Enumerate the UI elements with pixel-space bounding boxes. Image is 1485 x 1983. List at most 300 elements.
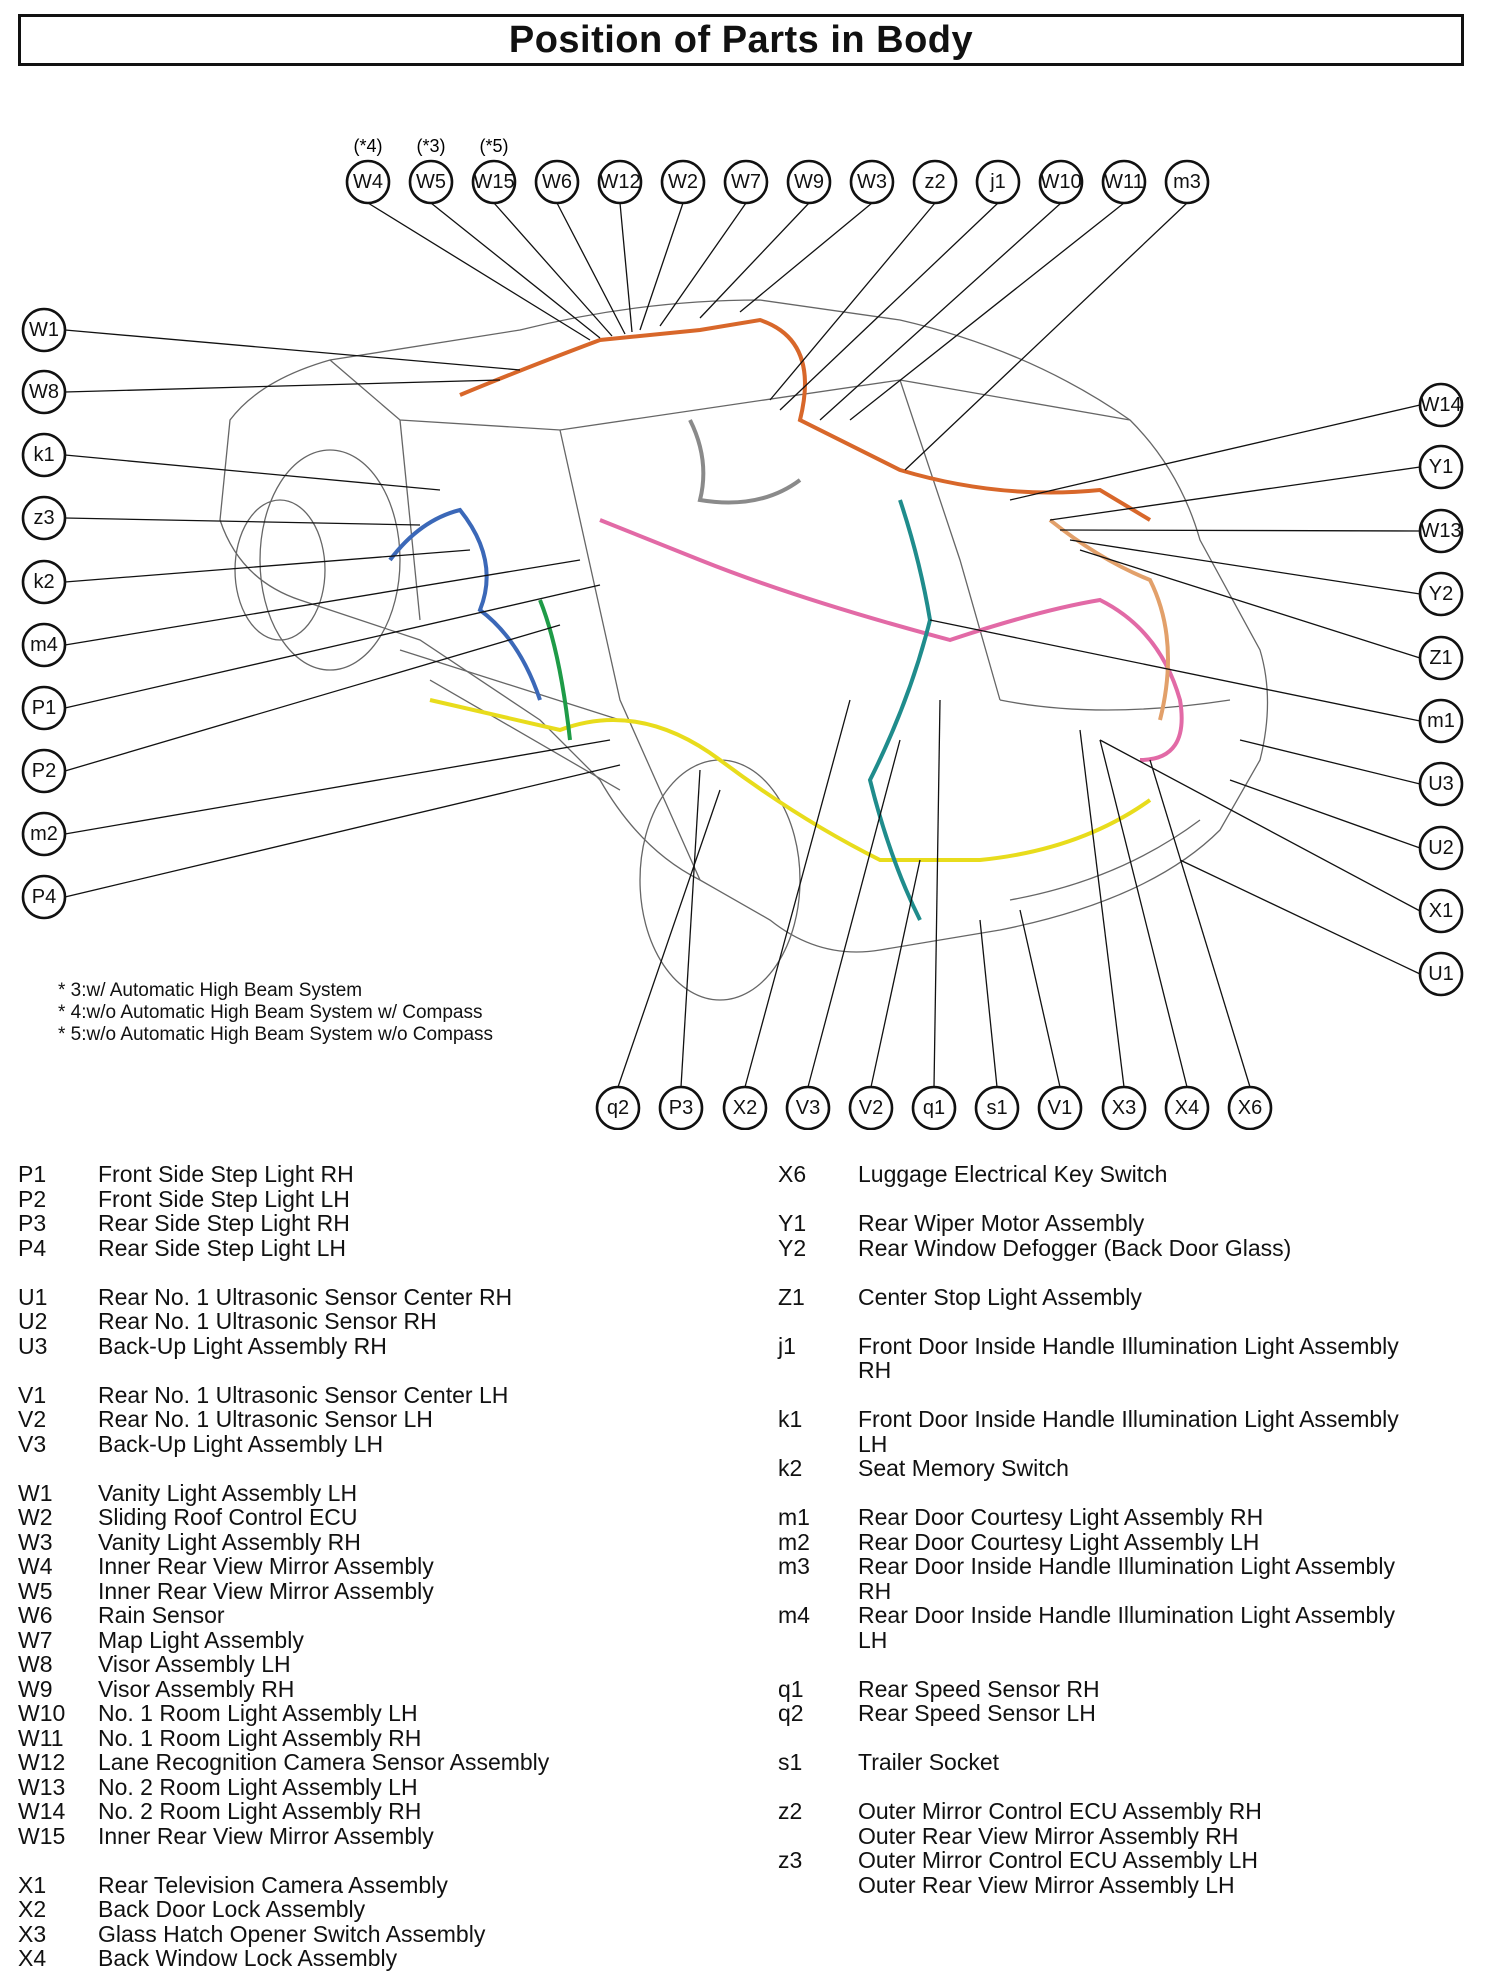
legend-code: P2 [18,1185,47,1212]
callout-k2 [23,561,65,603]
legend-description: Rear No. 1 Ultrasonic Sensor RH [98,1308,437,1334]
legend-code: j1 [778,1332,796,1359]
legend-code: V3 [18,1430,47,1457]
callout-x6 [1229,1087,1271,1129]
legend-gap [778,1775,1458,1800]
legend-gap [18,1848,698,1873]
legend-description: Back-Up Light Assembly RH [98,1332,387,1359]
callout-j1 [977,161,1019,203]
legend-row [778,1211,1458,1236]
leader-w1 [65,330,520,370]
legend-description: Back Door Lock Assembly [98,1896,366,1922]
legend-row [18,1309,698,1334]
callout-w10 [1040,161,1082,203]
legend-code: U2 [18,1308,48,1334]
legend-code: Y2 [778,1234,807,1261]
superscript-note: (*3) [416,136,446,156]
note-1: * 3:w/ Automatic High Beam System [58,980,363,1001]
callout-label: W11 [1104,171,1144,193]
callout-label: X6 [1237,1097,1263,1119]
legend-code: P3 [18,1210,47,1236]
leader-v3 [808,740,900,1087]
note-3: * 5:w/o Automatic High Beam System w/o Compass [58,1024,494,1045]
legend-code: W13 [18,1773,66,1800]
vehicle-outline [220,300,1268,1000]
callout-label: W6 [542,171,572,193]
callout-w15 [473,161,515,203]
legend-description: No. 2 Room Light Assembly RH [98,1798,422,1824]
leader-z1 [1080,550,1420,658]
legend-description: Lane Recognition Camera Sensor Assembly [98,1749,550,1775]
legend-description: Inner Rear View Mirror Assembly [98,1822,434,1849]
callout-label: k2 [33,571,55,593]
leader-w2 [640,203,683,330]
legend-code: P4 [18,1234,47,1261]
leader-p1 [65,585,600,708]
legend-row [18,1530,698,1555]
callout-label: W3 [857,171,887,193]
legend-description: RH [858,1577,892,1604]
note-2: * 4:w/o Automatic High Beam System w/ Compass [58,1002,483,1023]
legend-row [778,1603,1458,1628]
legend-gap [18,1456,698,1481]
legend-code [778,1358,858,1383]
legend-code: V2 [18,1406,47,1432]
legend-description: Front Side Step Light RH [98,1161,354,1187]
callout-label: m1 [1427,710,1455,732]
callout-w1 [23,309,65,351]
legend-description: Map Light Assembly [98,1626,304,1653]
legend-description: Rear Television Camera Assembly [98,1871,448,1898]
legend-row [778,1530,1458,1555]
legend-description: No. 1 Room Light Assembly LH [98,1700,418,1726]
callout-superscripts [353,136,508,156]
superscript-note: (*4) [353,136,383,156]
legend-code: m4 [778,1602,810,1628]
legend-code: k2 [778,1455,803,1481]
legend-description: No. 2 Room Light Assembly LH [98,1773,418,1800]
legend-description: Vanity Light Assembly RH [98,1528,361,1555]
callout-w4 [347,161,389,203]
legend-description: Outer Rear View Mirror Assembly LH [858,1871,1235,1898]
leader-w8 [65,380,500,392]
callout-label: k1 [33,444,55,466]
callout-label: U1 [1428,963,1454,985]
legend-description: RH [858,1357,892,1383]
callout-z2 [914,161,956,203]
legend-code: W15 [18,1822,66,1849]
legend-description: Rear Speed Sensor RH [858,1675,1100,1702]
legend-code: W5 [18,1577,53,1604]
leader-j1 [780,203,998,410]
callout-x4 [1166,1087,1208,1129]
callout-v1 [1039,1087,1081,1129]
callout-k1 [23,434,65,476]
callout-w7 [725,161,767,203]
callout-u3 [1420,763,1462,805]
leader-k1 [65,455,440,490]
callout-w3 [851,161,893,203]
legend-code: W3 [18,1528,53,1555]
legend-code [778,1873,858,1898]
legend-gap [778,1260,1458,1285]
leader-w15 [494,203,612,336]
legend-description: Trailer Socket [858,1749,1000,1775]
legend-gap [18,1260,698,1285]
legend-description: Rear No. 1 Ultrasonic Sensor Center RH [98,1283,513,1310]
legend-description: Rear No. 1 Ultrasonic Sensor LH [98,1406,433,1432]
legend-description: Rear Window Defogger (Back Door Glass) [858,1234,1292,1261]
legend-description: Outer Mirror Control ECU Assembly RH [858,1798,1262,1824]
legend-left-column [18,1162,698,1971]
legend-code: W6 [18,1602,53,1628]
legend-description: Rear Wiper Motor Assembly [858,1210,1145,1236]
legend-description: Rear Door Inside Handle Illumination Light Assembly [858,1602,1395,1628]
legend-code: W10 [18,1700,66,1726]
leader-w5 [431,203,600,338]
legend-description: Luggage Electrical Key Switch [858,1161,1168,1187]
leader-v2 [871,860,920,1087]
callout-s1 [976,1087,1018,1129]
legend-code: V1 [18,1381,47,1408]
legend-code: s1 [778,1749,803,1775]
legend-description: Rear Speed Sensor LH [858,1700,1096,1726]
callout-label: W4 [353,171,383,193]
callout-label: V2 [858,1097,884,1119]
legend-code: W11 [18,1724,64,1751]
leader-m3 [905,203,1187,470]
callout-label: U3 [1428,773,1454,795]
callout-u1 [1420,953,1462,995]
callout-label: W14 [1420,394,1462,416]
legend-row [18,1481,698,1506]
callout-x2 [724,1087,766,1129]
legend-row [778,1824,1458,1849]
legend-row [778,1848,1458,1873]
legend-description: Visor Assembly LH [98,1651,291,1677]
legend-row [18,1603,698,1628]
legend-row [18,1554,698,1579]
callout-w8 [23,371,65,413]
legend-description: Inner Rear View Mirror Assembly [98,1553,434,1579]
legend-description: Center Stop Light Assembly [858,1283,1142,1310]
legend-code: U1 [18,1283,48,1310]
legend-description: Rain Sensor [98,1602,225,1628]
leader-w11 [850,203,1124,420]
callout-label: z3 [33,507,55,529]
legend-row [778,1285,1458,1310]
legend-code [778,1579,858,1604]
callout-w12 [599,161,641,203]
legend-row [18,1677,698,1702]
legend-code: Y1 [778,1210,807,1236]
callout-z1 [1420,637,1462,679]
legend-row [18,1162,698,1187]
legend-description: Front Side Step Light LH [98,1185,350,1212]
page-title: Position of Parts in Body [508,18,974,61]
legend-code: W7 [18,1626,53,1653]
legend-row [18,1187,698,1212]
leader-w4 [368,203,590,340]
legend-code: q1 [778,1675,804,1702]
legend-description: Rear Door Courtesy Light Assembly RH [858,1504,1264,1530]
leader-p4 [65,765,620,897]
legend-description: Rear No. 1 Ultrasonic Sensor Center LH [98,1381,509,1408]
legend-description: Front Door Inside Handle Illumination Light Assembly [858,1406,1399,1432]
callout-label: W1 [29,319,59,341]
legend-row [18,1775,698,1800]
callout-label: W5 [416,171,446,193]
legend-code [778,1432,858,1457]
legend-row [18,1701,698,1726]
callout-w9 [788,161,830,203]
legend-code: X2 [18,1896,47,1922]
legend-row [778,1677,1458,1702]
legend-code: k1 [778,1406,803,1432]
legend-description: Outer Mirror Control ECU Assembly LH [858,1847,1259,1873]
legend-row [778,1162,1458,1187]
callout-label: m3 [1173,171,1201,193]
callout-p1 [23,687,65,729]
legend-code: W1 [18,1479,53,1506]
callout-label: V1 [1047,1097,1073,1119]
legend-code: W2 [18,1504,53,1530]
legend-row [778,1799,1458,1824]
legend-code: m3 [778,1553,810,1579]
leader-z3 [65,518,420,525]
leader-v1 [1020,910,1060,1087]
legend-row [778,1334,1458,1359]
legend-gap [778,1309,1458,1334]
legend-code: Z1 [778,1283,805,1310]
callout-x1 [1420,890,1462,932]
legend-description: Rear Side Step Light LH [98,1234,347,1261]
callout-label: X3 [1111,1097,1137,1119]
leader-k2 [65,550,470,582]
callout-x3 [1103,1087,1145,1129]
legend-description: LH [858,1430,888,1457]
callout-label: W8 [29,381,59,403]
legend-row [778,1505,1458,1530]
legend-row [18,1628,698,1653]
callout-m3 [1166,161,1208,203]
legend-code: m1 [778,1504,810,1530]
callout-p2 [23,750,65,792]
callout-label: P2 [31,760,57,782]
callout-u2 [1420,827,1462,869]
callout-w5 [410,161,452,203]
legend-code: U3 [18,1332,48,1359]
callout-label: s1 [986,1097,1008,1119]
legend-description: Rear Side Step Light RH [98,1210,350,1236]
legend-row [778,1873,1458,1898]
legend-gap [778,1481,1458,1506]
legend-description: Inner Rear View Mirror Assembly [98,1577,434,1604]
legend-row [18,1873,698,1898]
callout-label: W12 [599,171,641,193]
callout-label: Z1 [1429,647,1453,669]
legend-code: W4 [18,1553,53,1579]
legend-row [778,1456,1458,1481]
legend-code [778,1824,858,1849]
legend-row [778,1236,1458,1261]
callout-label: X2 [732,1097,758,1119]
callout-label: X1 [1428,900,1454,922]
legend-code: z3 [778,1847,803,1873]
legend-code [778,1628,858,1653]
legend-description: Rear Door Inside Handle Illumination Light Assembly [858,1553,1395,1579]
legend-description: Seat Memory Switch [858,1455,1069,1481]
callout-label: m2 [30,823,58,845]
legend-description: Rear Door Courtesy Light Assembly LH [858,1528,1260,1555]
legend-row [18,1726,698,1751]
callout-m1 [1420,700,1462,742]
legend-row [18,1334,698,1359]
legend-code: P1 [18,1161,47,1187]
legend-description: Sliding Roof Control ECU [98,1504,358,1530]
legend-row [778,1554,1458,1579]
legend-row [778,1432,1458,1457]
legend-row [18,1652,698,1677]
legend-row [18,1750,698,1775]
callout-q1 [913,1087,955,1129]
legend-gap [778,1726,1458,1751]
legend-row [18,1579,698,1604]
legend-description: Outer Rear View Mirror Assembly RH [858,1822,1239,1849]
leader-u2 [1230,780,1420,848]
legend-code: X4 [18,1945,47,1971]
legend-row [18,1897,698,1922]
callout-label: W13 [1420,520,1462,542]
callout-label: Y2 [1428,583,1454,605]
legend-row [18,1946,698,1971]
legend-code: X3 [18,1920,47,1947]
legend-code: z2 [778,1798,803,1824]
legend-row [18,1236,698,1261]
legend-description: Back Window Lock Assembly [98,1945,398,1971]
legend-row [778,1579,1458,1604]
legend-row [778,1750,1458,1775]
callout-label: q2 [606,1097,630,1119]
legend-code: W12 [18,1749,66,1775]
callout-label: z2 [924,171,946,193]
leader-w14 [1010,405,1420,500]
callout-z3 [23,497,65,539]
callout-label: P4 [31,886,57,908]
legend-row [778,1358,1458,1383]
legend-code: X1 [18,1871,47,1898]
callout-m4 [23,624,65,666]
callout-label: W7 [731,171,761,193]
legend-code: q2 [778,1700,804,1726]
legend-row [18,1799,698,1824]
legend-row [18,1285,698,1310]
legend-gap [778,1187,1458,1212]
callout-y1 [1420,446,1462,488]
leader-q2 [618,790,720,1087]
legend-row [18,1505,698,1530]
legend-description: Visor Assembly RH [98,1675,295,1702]
wire-harness [390,320,1182,920]
callout-v2 [850,1087,892,1129]
leader-p3 [681,770,700,1087]
leader-x3 [1080,730,1124,1087]
legend-code: W9 [18,1675,53,1702]
callout-w13 [1420,510,1462,552]
callout-w2 [662,161,704,203]
leader-u1 [1180,860,1420,974]
legend-row [778,1628,1458,1653]
leader-w3 [740,203,872,312]
legend-row [18,1922,698,1947]
legend-description: Vanity Light Assembly LH [98,1479,358,1506]
leader-x6 [1150,760,1250,1087]
legend-code: W8 [18,1651,53,1677]
leader-u3 [1240,740,1420,784]
legend-gap [778,1383,1458,1408]
legend-row [18,1383,698,1408]
legend-code: m2 [778,1528,810,1555]
legend-gap [778,1652,1458,1677]
callout-v3 [787,1087,829,1129]
callout-label: U2 [1428,837,1454,859]
legend-description: No. 1 Room Light Assembly RH [98,1724,422,1751]
legend-description: Glass Hatch Opener Switch Assembly [98,1920,486,1947]
callout-label: P1 [31,697,57,719]
callout-w14 [1420,384,1462,426]
leader-w12 [620,203,632,332]
leader-z2 [770,203,935,400]
callout-label: q1 [922,1097,946,1119]
leader-s1 [980,920,997,1087]
legend-row [18,1407,698,1432]
callout-w11 [1103,161,1145,203]
leader-p2 [65,625,560,771]
legend-row [18,1824,698,1849]
legend-description: Front Door Inside Handle Illumination Light Assembly [858,1332,1399,1359]
leader-x2 [745,700,850,1087]
legend-code: W14 [18,1798,66,1824]
leader-q1 [934,700,940,1087]
callout-label: W10 [1040,171,1082,193]
superscript-note: (*5) [479,136,509,156]
callout-label: X4 [1174,1097,1200,1119]
callout-p3 [660,1087,702,1129]
leader-x4 [1100,740,1187,1087]
callout-label: j1 [990,171,1006,193]
callout-label: W15 [473,171,515,193]
callout-p4 [23,876,65,918]
leader-lines [65,203,1420,1087]
callout-label: W2 [668,171,698,193]
legend-row [18,1211,698,1236]
legend-right-column [778,1162,1458,1897]
legend-row [778,1701,1458,1726]
legend-row [778,1407,1458,1432]
legend-gap [18,1358,698,1383]
legend-description: Back-Up Light Assembly LH [98,1430,384,1457]
legend-description: LH [858,1626,888,1653]
callout-m2 [23,813,65,855]
callout-label: W9 [794,171,824,193]
callout-w6 [536,161,578,203]
callout-label: m4 [30,634,58,656]
leader-x1 [1100,740,1420,911]
callout-y2 [1420,573,1462,615]
legend-row [18,1432,698,1457]
leader-w7 [660,203,746,326]
callout-label: V3 [795,1097,821,1119]
